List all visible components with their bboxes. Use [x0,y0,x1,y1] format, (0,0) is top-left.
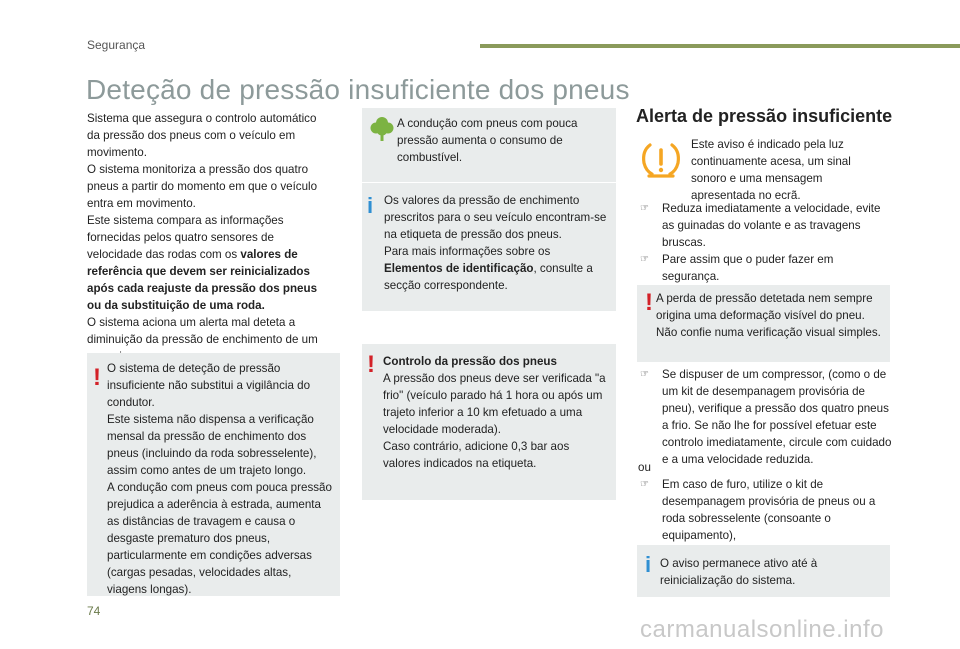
intro-paragraph-2: O sistema monitoriza a pressão dos quatro pneus a partir do momento em que o veículo entra em movimento. [87,163,318,210]
intro-paragraph-3: Este sistema compara as informações fornecidas pelos quatro sensores de velocidade das rodas com os valores de referência que devem ser reinicializados após cada reajuste da pressão dos pneus ou da substituição de uma roda. [87,214,318,312]
action-list-1 [640,200,890,285]
warning-box-right [637,285,890,362]
intro-paragraph-1: Sistema que assegura o controlo automático da pressão dos pneus com o veículo em movimento. [87,112,317,159]
pointer-bullet-icon: ☞ [640,203,649,214]
page-number: 74 [87,604,101,618]
or-separator: ou [638,461,651,474]
list-item: ☞ Em caso de furo, utilize o kit de desempanagem provisória de pneus ou a roda sobresselente (consoante o equipamento), [640,478,876,542]
info-right-text: O aviso permanece ativo até à reinicialização do sistema. [660,557,818,587]
page-title: Deteção de pressão insuficiente dos pneus [86,74,630,105]
warning-right-text: A perda de pressão detetada nem sempre origina uma deformação visível do pneu. Não confie numa verificação visual simples. [656,292,881,339]
pointer-bullet-icon: ☞ [640,479,649,490]
header-accent-bar [480,44,960,48]
exclamation-icon: ! [645,289,653,316]
warning-middle-text: Controlo da pressão dos pneus A pressão dos pneus deve ser verificada "a frio" (veículo parado há 1 hora ou após um trajeto inferior a 10 km efetuado a uma velocidade moderada). Caso contrário, adicione 0,3 bar aos valores indicados na etiqueta. [383,353,609,472]
pointer-bullet-icon: ☞ [640,369,649,380]
eco-text: A condução com pneus com pouca pressão aumenta o consumo de combustível. [397,117,578,164]
tree-icon [370,115,394,143]
tyre-pressure-icon [640,141,682,179]
info-box-right [637,545,890,597]
exclamation-icon: ! [93,364,101,391]
eco-box [362,108,616,182]
warning-box-middle [362,344,616,500]
list-item: ☞ Se dispuser de um compressor, (como o de um kit de desempanagem provisória de pneu), verifique a pressão dos quatro pneus a frio. Se não lhe for possível efetuar este controlo imediatamente, circule com cuidado e a uma velocidade reduzida. [640,368,892,466]
site-watermark: carmanualsonline.info [640,616,884,643]
section-label: Segurança [87,38,146,52]
pointer-bullet-icon: ☞ [640,254,649,265]
alert-description: Este aviso é indicado pela luz continuamente acesa, um sinal sonoro e uma mensagem apresentada no ecrã. [691,138,851,202]
alert-heading: Alerta de pressão insuficiente [636,106,893,126]
list-item: ☞ Reduza imediatamente a velocidade, evite as guinadas do volante e as travagens bruscas. [640,202,881,249]
warning-left-text: O sistema de deteção de pressão insuficiente não substitui a vigilância do condutor. Este sistema não dispensa a verificação mensal da pressão de enchimento dos pneus (incluindo da roda sobresselente), assim como antes de um trajeto longo. A condução com pneus com pouca pressão prejudica a aderência à estrada, aumenta as distâncias de travagem e causa o desgaste prematuro dos pneus, particularmente em condições adversas (cargas pesadas, velocidades altas, viagens longas). [107,362,332,596]
warning-box-left [87,353,340,596]
info-icon: i [645,552,652,577]
action-list-2 [640,366,894,468]
reference-values-emphasis: valores de referência que devem ser reinicializados após cada reajuste da pressão dos pneus ou da substituição de uma roda. [87,248,318,312]
exclamation-icon: ! [367,351,375,378]
tyre-control-heading: Controlo da pressão dos pneus [383,355,557,368]
info-box-middle [362,183,616,311]
identification-link-text: Elementos de identificação [384,262,534,275]
intro-paragraph-4: O sistema aciona um alerta mal deteta a diminuição da pressão de enchimento de um [87,316,318,346]
list-item: ☞ Pare assim que o puder fazer em segurança. [640,253,834,283]
info-middle-text: Os valores da pressão de enchimento prescritos para o seu veículo encontram-se na etiqueta de pressão dos pneus. Para mais informações sobre os Elementos de identificação, consulte a secção correspondente. [384,194,607,292]
intro-text [87,110,329,365]
action-list-3 [640,476,880,544]
info-icon: i [367,193,374,218]
